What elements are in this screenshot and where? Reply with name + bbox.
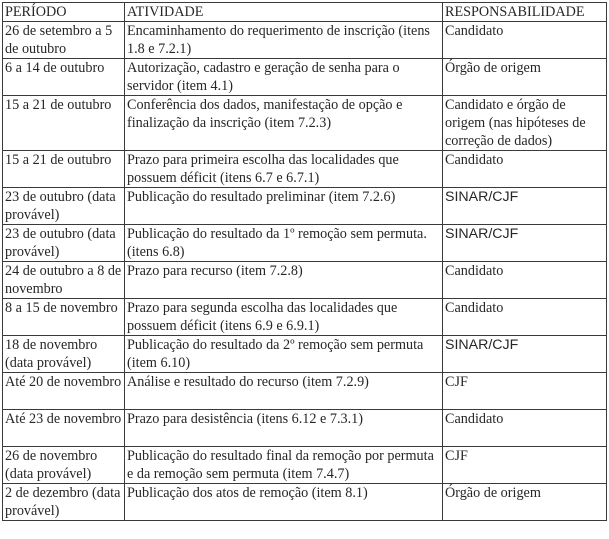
activity-cell: Encaminhamento do requerimento de inscrição (itens 1.8 e 7.2.1) — [125, 22, 443, 59]
activity-cell: Publicação do resultado preliminar (item 7.2.6) — [125, 188, 443, 225]
activity-cell: Prazo para recurso (item 7.2.8) — [125, 262, 443, 299]
schedule-table — [2, 2, 607, 521]
table-row — [3, 373, 607, 410]
table-row — [3, 299, 607, 336]
header-periodo: PERÍODO — [3, 3, 125, 22]
responsibility-cell: Órgão de origem — [443, 59, 607, 96]
responsibility-cell: SINAR/CJF — [443, 336, 607, 373]
table-header-row — [3, 3, 607, 22]
responsibility-cell: Candidato — [443, 299, 607, 336]
activity-cell: Publicação do resultado final da remoção por permuta e da remoção sem permuta (item 7.4.7) — [125, 447, 443, 484]
table-row — [3, 262, 607, 299]
period-cell: 23 de outubro (data provável) — [3, 225, 125, 262]
activity-cell: Conferência dos dados, manifestação de opção e finalização da inscrição (item 7.2.3) — [125, 96, 443, 151]
table-row — [3, 447, 607, 484]
table-row — [3, 225, 607, 262]
table-row — [3, 410, 607, 447]
table-row — [3, 336, 607, 373]
period-cell: 18 de novembro (data provável) — [3, 336, 125, 373]
responsibility-cell: CJF — [443, 373, 607, 410]
responsibility-cell: Órgão de origem — [443, 484, 607, 521]
activity-cell: Publicação dos atos de remoção (item 8.1) — [125, 484, 443, 521]
table-row — [3, 22, 607, 59]
responsibility-cell: Candidato — [443, 262, 607, 299]
responsibility-cell: Candidato — [443, 410, 607, 447]
header-atividade: ATIVIDADE — [125, 3, 443, 22]
header-responsabilidade: RESPONSABILIDADE — [443, 3, 607, 22]
period-cell: 8 a 15 de novembro — [3, 299, 125, 336]
responsibility-cell: SINAR/CJF — [443, 225, 607, 262]
table-row — [3, 484, 607, 521]
period-cell: 26 de novembro (data provável) — [3, 447, 125, 484]
period-cell: 2 de dezembro (data provável) — [3, 484, 125, 521]
period-cell: 15 a 21 de outubro — [3, 96, 125, 151]
period-cell: 23 de outubro (data provável) — [3, 188, 125, 225]
table-row — [3, 188, 607, 225]
activity-cell: Autorização, cadastro e geração de senha para o servidor (item 4.1) — [125, 59, 443, 96]
responsibility-cell: Candidato — [443, 22, 607, 59]
activity-cell: Prazo para desistência (itens 6.12 e 7.3.1) — [125, 410, 443, 447]
table-row — [3, 59, 607, 96]
period-cell: 15 a 21 de outubro — [3, 151, 125, 188]
period-cell: Até 23 de novembro — [3, 410, 125, 447]
period-cell: Até 20 de novembro — [3, 373, 125, 410]
period-cell: 24 de outubro a 8 de novembro — [3, 262, 125, 299]
responsibility-cell: Candidato e órgão de origem (nas hipóteses de correção de dados) — [443, 96, 607, 151]
activity-cell: Publicação do resultado da 1º remoção sem permuta. (itens 6.8) — [125, 225, 443, 262]
period-cell: 6 a 14 de outubro — [3, 59, 125, 96]
table-row — [3, 96, 607, 151]
activity-cell: Prazo para primeira escolha das localidades que possuem déficit (itens 6.7 e 6.7.1) — [125, 151, 443, 188]
period-cell: 26 de setembro a 5 de outubro — [3, 22, 125, 59]
table-row — [3, 151, 607, 188]
responsibility-cell: CJF — [443, 447, 607, 484]
responsibility-cell: Candidato — [443, 151, 607, 188]
activity-cell: Prazo para segunda escolha das localidades que possuem déficit (itens 6.9 e 6.9.1) — [125, 299, 443, 336]
activity-cell: Publicação do resultado da 2º remoção sem permuta (item 6.10) — [125, 336, 443, 373]
responsibility-cell: SINAR/CJF — [443, 188, 607, 225]
activity-cell: Análise e resultado do recurso (item 7.2.9) — [125, 373, 443, 410]
